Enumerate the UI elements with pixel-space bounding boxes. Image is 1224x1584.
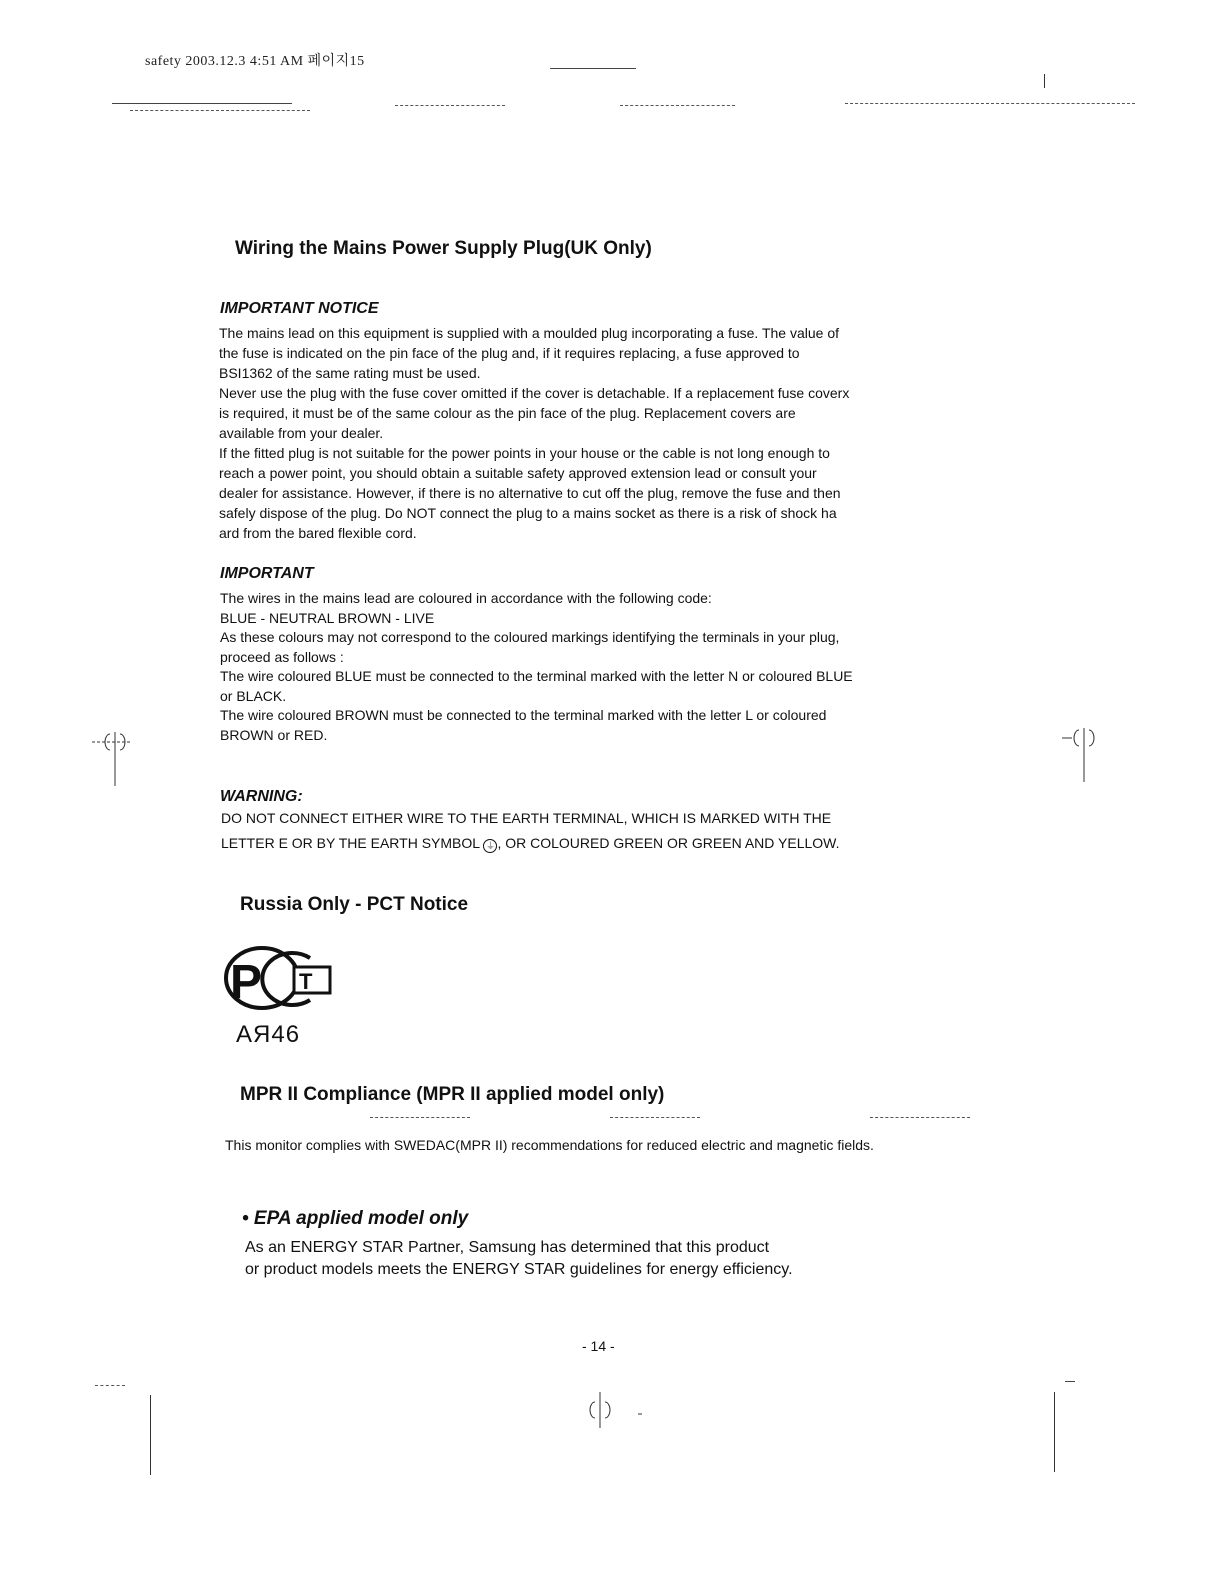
important-line: BLUE - NEUTRAL BROWN - LIVE — [220, 609, 435, 626]
mpr-text: This monitor complies with SWEDAC(MPR II) recommendations for reduced electric and magnetic fields. — [225, 1137, 874, 1153]
notice-line: is required, it must be of the same colour as the pin face of the plug. Replacement covers are — [219, 405, 796, 421]
notice-line: Never use the plug with the fuse cover omitted if the cover is detachable. If a replacement fuse coverx — [219, 385, 850, 401]
scan-rule — [370, 1117, 470, 1118]
notice-line: If the fitted plug is not suitable for the power points in your house or the cable is not long enough to — [219, 445, 830, 461]
crop-mark — [1065, 1381, 1075, 1382]
warning-line: DO NOT CONNECT EITHER WIRE TO THE EARTH TERMINAL, WHICH IS MARKED WITH THE — [221, 810, 832, 826]
important-body — [220, 589, 980, 745]
scan-rule — [112, 103, 292, 104]
warning-line-part: , OR COLOURED GREEN OR GREEN AND YELLOW. — [497, 835, 840, 851]
scan-rule — [845, 103, 1135, 104]
notice-line: BSI1362 of the same rating must be used. — [219, 365, 481, 381]
epa-line: As an ENERGY STAR Partner, Samsung has determined that this product — [245, 1239, 770, 1256]
crop-mark — [95, 1385, 125, 1386]
important-heading: IMPORTANT — [220, 565, 314, 582]
important-line: As these colours may not correspond to the coloured markings identifying the terminals in your plug, — [220, 629, 840, 645]
notice-line: The mains lead on this equipment is supplied with a moulded plug incorporating a fuse. The value of — [219, 325, 840, 341]
crop-mark — [150, 1395, 151, 1475]
svg-text:T: T — [299, 969, 313, 994]
important-line: or BLACK. — [220, 687, 287, 704]
important-line: The wire coloured BLUE must be connected to the terminal marked with the letter N or coloured BLUE — [220, 668, 853, 684]
important-line: The wires in the mains lead are coloured in accordance with the following code: — [220, 590, 712, 606]
important-notice-body — [219, 323, 979, 543]
notice-line: safely dispose of the plug. Do NOT connect the plug to a mains socket as there is a risk of shock ha — [219, 505, 837, 521]
scan-rule — [610, 1117, 700, 1118]
important-line: The wire coloured BROWN must be connected to the terminal marked with the letter L or coloured — [220, 707, 827, 723]
notice-line: reach a power point, you should obtain a suitable safety approved extension lead or consult your — [219, 465, 817, 481]
notice-line: the fuse is indicated on the pin face of the plug and, if it requires replacing, a fuse approved to — [219, 345, 800, 361]
mpr-title: MPR II Compliance (MPR II applied model only) — [240, 1084, 665, 1105]
registration-mark-icon — [584, 1390, 644, 1435]
warning-line — [221, 831, 1001, 856]
svg-text:P: P — [230, 956, 263, 1009]
crop-mark-top — [550, 68, 636, 69]
wiring-title: Wiring the Mains Power Supply Plug(UK Only) — [235, 238, 652, 259]
crop-mark — [1054, 1392, 1055, 1472]
russia-title: Russia Only - PCT Notice — [240, 894, 469, 915]
earth-symbol-icon: ⏚ — [483, 839, 497, 853]
warning-heading: WARNING: — [220, 788, 303, 805]
important-line: proceed as follows : — [220, 648, 344, 665]
epa-title: • EPA applied model only — [242, 1208, 469, 1229]
important-notice-heading: IMPORTANT NOTICE — [220, 300, 379, 317]
registration-mark-icon — [1062, 724, 1102, 789]
scan-rule — [395, 105, 505, 106]
epa-line: or product models meets the ENERGY STAR guidelines for energy efficiency. — [245, 1261, 793, 1278]
important-line: BROWN or RED. — [220, 726, 328, 743]
notice-line: available from your dealer. — [219, 425, 384, 441]
scan-rule — [620, 105, 735, 106]
warning-line-part: LETTER E OR BY THE EARTH SYMBOL — [221, 835, 480, 851]
scan-rule — [130, 110, 310, 111]
header-slug: safety 2003.12.3 4:51 AM 페이지15 — [145, 54, 365, 69]
scan-rule — [870, 1117, 970, 1118]
pct-logo-icon — [222, 942, 342, 1012]
registration-mark-icon — [92, 728, 132, 793]
notice-line: dealer for assistance. However, if there is no alternative to cut off the plug, remove the fuse and then — [219, 485, 841, 501]
crop-mark — [1044, 74, 1045, 88]
page-number: - 14 - — [582, 1338, 615, 1354]
pct-code: AЯ46 — [236, 1021, 301, 1048]
warning-body — [221, 806, 1001, 856]
notice-line: ard from the bared flexible cord. — [219, 525, 417, 541]
epa-text — [245, 1237, 793, 1281]
